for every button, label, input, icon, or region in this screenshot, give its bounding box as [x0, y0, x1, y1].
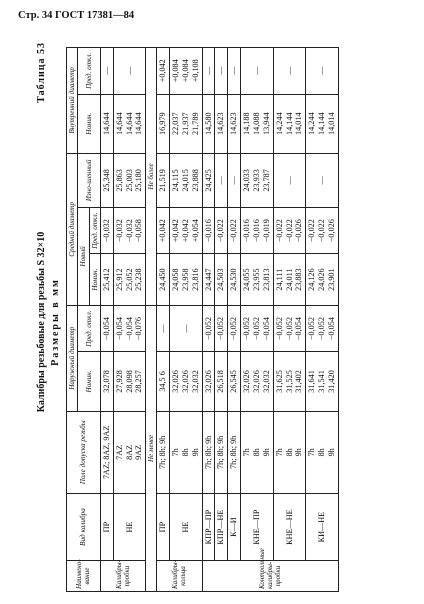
cell-mid-worn — [228, 153, 241, 207]
cell-inner-dev-line: — — [252, 66, 262, 75]
cell-mid-worn-line: 24,033 — [242, 169, 252, 192]
cell-mid-nom-line: 24,450 — [158, 268, 168, 291]
cell-mid-nom — [100, 254, 113, 306]
cell-inner-dev-line: +0,042 — [158, 59, 168, 83]
cell-outer-nom — [306, 352, 339, 411]
cell-inner-dev-line: +0,108 — [190, 59, 200, 83]
cell-mid-dev-line: −0,032 — [114, 219, 124, 243]
cell-outer-dev-line: −0,052 — [203, 317, 213, 341]
cell-outer-dev-line: −0,052 — [307, 317, 317, 341]
cell-outer-nom-line: 32,032 — [261, 370, 271, 393]
cell-mid-nom — [202, 254, 215, 306]
cell-mid-dev — [100, 207, 113, 253]
cell-outer-dev-line: −0,054 — [261, 317, 271, 341]
cell-mid-nom — [241, 254, 274, 306]
cell-mid-dev-line: +0,042 — [180, 219, 190, 243]
cell-mid-dev — [113, 207, 146, 253]
cell-mid-dev-line: −0,058 — [134, 219, 144, 243]
cell-mid-worn-line: 23,787 — [261, 169, 271, 192]
cell-inner-nom-line: 21,937 — [180, 112, 190, 135]
cell-inner-dev-line: — — [124, 66, 134, 75]
cell-outer-nom-line: 32,026 — [180, 370, 190, 393]
cell-outer-dev — [113, 305, 146, 351]
cell-kind — [100, 494, 113, 561]
cell-outer-nom-line: 31,641 — [307, 370, 317, 393]
cell-mid-nom-line: 24,503 — [216, 268, 226, 291]
cell-mid-nom-line: 23,883 — [294, 268, 304, 291]
cell-inner-nom-line: 14,188 — [242, 112, 252, 135]
cell-mid-worn-line: — — [216, 176, 226, 185]
cell-kind — [228, 494, 241, 561]
table-row — [100, 48, 113, 592]
col-header-outer-nom: Номин. — [78, 352, 101, 411]
cell-outer-nom-line: 31,541 — [317, 370, 327, 393]
cell-inner-nom-line: 14,623 — [216, 112, 226, 135]
cell-outer-dev-line: −0,054 — [294, 317, 304, 341]
cell-outer-nom-line: 27,928 — [114, 370, 124, 393]
notes-row — [146, 48, 157, 592]
table-row — [306, 48, 339, 592]
cell-kind — [273, 494, 306, 561]
cell-outer-dev — [241, 305, 274, 351]
cell-inner-dev — [273, 48, 306, 95]
cell-outer-dev — [228, 305, 241, 351]
cell-mid-nom-line: 25,412 — [101, 268, 111, 291]
cell-field-line: 8h — [252, 448, 262, 457]
col-header-field: Поле допуска резьбы — [67, 411, 101, 493]
cell-inner-nom-line: 14,644 — [101, 112, 111, 135]
cell-outer-dev — [215, 305, 228, 351]
cell-mid-dev-line: −0,022 — [274, 219, 284, 243]
cell-mid-nom-line: 24,026 — [317, 268, 327, 291]
cell-inner-nom-line: 22,037 — [171, 112, 181, 135]
cell-field-line: 7h; 8h; 9h — [203, 435, 213, 469]
table-row — [157, 48, 170, 592]
cell-mid-dev-line: −0,019 — [261, 219, 271, 243]
cell-inner-dev — [215, 48, 228, 95]
cell-mid-nom-line: 23,955 — [252, 268, 262, 291]
cell-kind — [306, 494, 339, 561]
cell-mid-worn-line: — — [317, 176, 327, 185]
cell-mid-nom-line: 24,447 — [203, 268, 213, 291]
cell-kind-line: ПР — [101, 521, 111, 533]
cell-mid-nom-line: 24,111 — [274, 268, 284, 291]
cell-field — [215, 411, 228, 493]
cell-outer-nom-line: 32,078 — [101, 370, 111, 393]
cell-mid-worn-line: 21,519 — [158, 169, 168, 192]
cell-field-line: 7h — [171, 448, 181, 457]
cell-mid-dev-line: +0,042 — [171, 219, 181, 243]
cell-inner-nom-line: 21,789 — [190, 112, 200, 135]
cell-inner-nom-line: 14,144 — [284, 112, 294, 135]
cell-outer-dev-line: −0,052 — [317, 317, 327, 341]
cell-inner-dev-line: — — [216, 66, 226, 75]
cell-inner-nom — [306, 94, 339, 153]
cell-inner-dev-line: — — [229, 66, 239, 75]
cell-outer-dev-line: −0,052 — [216, 317, 226, 341]
cell-mid-dev-line: −0,032 — [101, 219, 111, 243]
cell-mid-nom-line: 24,011 — [284, 268, 294, 291]
cell-outer-nom-line: 28,257 — [134, 370, 144, 393]
cell-outer-nom — [202, 352, 215, 411]
cell-inner-nom-line: 16,979 — [158, 112, 168, 135]
cell-inner-nom-line: 14,244 — [274, 112, 284, 135]
cell-outer-dev-line: −0,054 — [114, 317, 124, 341]
cell-mid-nom-line: 23,813 — [261, 268, 271, 291]
cell-outer-nom — [157, 352, 170, 411]
cell-outer-dev-line: −0,054 — [124, 317, 134, 341]
cell-inner-nom-line: 13,944 — [261, 112, 271, 135]
col-header-inner-dev: Пред. откл. — [78, 48, 101, 95]
col-header-name: Наимено-вание — [67, 561, 101, 592]
cell-mid-nom — [215, 254, 228, 306]
cell-inner-dev-line: — — [101, 66, 111, 75]
cell-mid-worn — [306, 153, 339, 207]
cell-inner-dev — [157, 48, 170, 95]
cell-mid-nom — [228, 254, 241, 306]
cell-inner-nom-line: 14,088 — [252, 112, 262, 135]
cell-kind-line: КНЕ—НЕ — [284, 509, 294, 545]
cell-field-line: 7h — [307, 448, 317, 457]
cell-outer-nom — [113, 352, 146, 411]
cell-outer-nom — [228, 352, 241, 411]
cell-mid-dev-line: +0,042 — [158, 219, 168, 243]
cell-field-line: 9h — [326, 448, 336, 457]
cell-inner-nom-line: 14,644 — [124, 112, 134, 135]
cell-mid-nom-line: 23,901 — [326, 268, 336, 291]
cell-inner-dev — [241, 48, 274, 95]
cell-inner-nom-line: 14,014 — [294, 112, 304, 135]
cell-mid-dev-line: −0,022 — [216, 219, 226, 243]
cell-inner-dev-line: +0,084 — [171, 59, 181, 83]
cell-field-line: 7h; 8h; 9h — [216, 435, 226, 469]
cell-mid-dev-line: −0,016 — [203, 219, 213, 243]
cell-mid-nom-line: 25,912 — [114, 268, 124, 291]
cell-inner-dev — [228, 48, 241, 95]
cell-mid-worn — [202, 153, 215, 207]
cell-mid-dev-line: −0,022 — [317, 219, 327, 243]
gauge-table — [66, 47, 339, 592]
cell-outer-dev-line: −0,054 — [326, 317, 336, 341]
cell-outer-nom — [170, 352, 203, 411]
table-row — [241, 48, 274, 592]
cell-mid-dev — [170, 207, 203, 253]
cell-inner-dev — [202, 48, 215, 95]
cell-inner-nom — [241, 94, 274, 153]
cell-outer-nom-line: 26,545 — [229, 370, 239, 393]
cell-outer-nom-line: 32,026 — [171, 370, 181, 393]
rotated-page-content — [36, 32, 416, 592]
cell-mid-dev — [273, 207, 306, 253]
cell-field — [100, 411, 113, 493]
cell-mid-nom — [170, 254, 203, 306]
cell-kind — [241, 494, 274, 561]
cell-mid-worn-line: 24,425 — [203, 169, 213, 192]
cell-outer-nom-line: 32,032 — [190, 370, 200, 393]
cell-inner-nom-line: 14,244 — [307, 112, 317, 135]
col-header-mid-worn: Изно-шенный — [78, 153, 101, 207]
cell-kind — [113, 494, 146, 561]
cell-outer-dev-line: — — [158, 324, 168, 333]
cell-mid-worn-line: 25,348 — [101, 169, 111, 192]
cell-field — [241, 411, 274, 493]
cell-mid-worn-line: 25,180 — [134, 169, 144, 192]
cell-mid-dev-line: −0,022 — [284, 219, 294, 243]
cell-mid-nom-line: 23,816 — [190, 268, 200, 291]
cell-inner-nom-line: 14,014 — [326, 112, 336, 135]
cell-inner-dev — [100, 48, 113, 95]
cell-inner-nom-line: 14,644 — [114, 112, 124, 135]
cell-mid-dev-line: −0,016 — [252, 219, 262, 243]
cell-outer-dev-line: −0,054 — [101, 317, 111, 341]
cell-field — [306, 411, 339, 493]
table-body — [100, 48, 338, 592]
cell-inner-nom — [100, 94, 113, 153]
cell-mid-worn-line: 25,863 — [114, 169, 124, 192]
cell-kind-line: КНЕ—ПР — [252, 509, 262, 545]
col-header-kind: Вид калибра — [67, 494, 101, 561]
cell-inner-nom-line: 14,144 — [317, 112, 327, 135]
cell-outer-dev — [306, 305, 339, 351]
cell-outer-nom-line: 31,525 — [284, 370, 294, 393]
cell-mid-worn-line: — — [284, 176, 294, 185]
cell-inner-dev-line: — — [317, 66, 327, 75]
cell-inner-nom — [228, 94, 241, 153]
cell-outer-nom-line: 28,098 — [124, 370, 134, 393]
table-row — [273, 48, 306, 592]
cell-mid-nom — [157, 254, 170, 306]
cell-outer-nom-line: 32,026 — [252, 370, 262, 393]
cell-outer-dev-line: −0,052 — [284, 317, 294, 341]
cell-mid-nom-line: 24,126 — [307, 268, 317, 291]
cell-mid-nom-line: 25,052 — [124, 268, 134, 291]
col-header-inner-nom: Номин. — [78, 94, 101, 153]
cell-inner-dev — [113, 48, 146, 95]
cell-outer-dev — [170, 305, 203, 351]
cell-outer-nom-line: 34,5 6 — [158, 371, 168, 392]
cell-field-line: 9h — [261, 448, 271, 457]
table-subtitle: Размеры в мм — [50, 278, 61, 366]
group-label: Калибры-кольца — [157, 561, 202, 592]
table-title: Калибры резьбовые для резьбы S 32×10 — [36, 231, 47, 413]
cell-mid-worn-line: 24,115 — [171, 169, 181, 192]
cell-field-line: 8AZ — [124, 444, 134, 460]
cell-field-line: 7h — [274, 448, 284, 457]
cell-mid-dev-line: −0,032 — [124, 219, 134, 243]
note-not-less: Не менее — [146, 305, 157, 591]
cell-outer-nom-line: 26,518 — [216, 370, 226, 393]
cell-kind-line: НЕ — [180, 521, 190, 533]
cell-mid-dev-line: −0,022 — [229, 219, 239, 243]
cell-mid-nom — [113, 254, 146, 306]
cell-mid-dev — [241, 207, 274, 253]
table-row — [202, 48, 215, 592]
cell-kind-line: НЕ — [124, 521, 134, 533]
table-row — [228, 48, 241, 592]
cell-mid-worn-line: 24,015 — [180, 169, 190, 192]
cell-field — [228, 411, 241, 493]
cell-field-line: 7AZ — [114, 444, 124, 460]
cell-kind — [157, 494, 170, 561]
col-header-mid-nom: Номин. — [89, 254, 100, 306]
cell-outer-nom — [215, 352, 228, 411]
group-label: Калибры-пробки — [100, 561, 145, 592]
cell-mid-nom-line: 25,238 — [134, 268, 144, 291]
cell-inner-nom-line: 14,580 — [203, 112, 213, 135]
cell-field-line: 9h — [294, 448, 304, 457]
cell-mid-dev — [306, 207, 339, 253]
cell-mid-nom — [306, 254, 339, 306]
cell-outer-dev — [273, 305, 306, 351]
cell-field-line: 8h — [284, 448, 294, 457]
cell-mid-dev-line: −0,016 — [242, 219, 252, 243]
cell-outer-nom — [100, 352, 113, 411]
col-header-outer: Наружный диаметр — [67, 305, 78, 411]
cell-field-line: 7h; 8h; 9h — [158, 435, 168, 469]
cell-mid-worn — [170, 153, 203, 207]
cell-mid-worn — [100, 153, 113, 207]
cell-outer-nom — [273, 352, 306, 411]
col-header-mid: Средний диаметр — [67, 153, 78, 305]
cell-kind-line: КИ—НЕ — [317, 511, 327, 543]
cell-field — [170, 411, 203, 493]
cell-inner-dev — [306, 48, 339, 95]
note-not-more: Не более — [146, 48, 157, 306]
cell-outer-dev — [202, 305, 215, 351]
cell-mid-worn — [273, 153, 306, 207]
cell-outer-dev-line: −0,052 — [274, 317, 284, 341]
cell-field-line: 9AZ — [134, 444, 144, 460]
cell-field-line: 9h — [190, 448, 200, 457]
cell-mid-dev — [228, 207, 241, 253]
cell-kind-line: К—И — [229, 517, 239, 537]
cell-inner-dev-line: +0,084 — [180, 59, 190, 83]
cell-field-line: 8h — [317, 448, 327, 457]
cell-mid-worn-line: — — [229, 176, 239, 185]
cell-outer-nom — [241, 352, 274, 411]
group-label: Контрольные калибры-пробки — [202, 561, 338, 592]
cell-mid-nom — [273, 254, 306, 306]
cell-mid-dev-line: −0,026 — [294, 219, 304, 243]
cell-mid-dev-line: +0,054 — [190, 219, 200, 243]
cell-outer-dev-line: −0,076 — [134, 317, 144, 341]
cell-field — [113, 411, 146, 493]
cell-mid-dev — [157, 207, 170, 253]
cell-inner-nom — [113, 94, 146, 153]
cell-field-line: 7AZ; 8AZ, 9AZ — [101, 425, 111, 480]
cell-inner-dev-line: — — [203, 66, 213, 75]
cell-outer-nom-line: 32,026 — [242, 370, 252, 393]
cell-field-line: 7h; 8h; 9h — [229, 435, 239, 469]
cell-inner-dev-line: — — [284, 66, 294, 75]
table-row — [170, 48, 203, 592]
cell-mid-worn-line: 23,933 — [252, 169, 262, 192]
cell-inner-nom — [157, 94, 170, 153]
cell-inner-dev — [170, 48, 203, 95]
col-header-outer-dev: Пред. откл. — [78, 305, 101, 351]
cell-mid-dev-line: −0,022 — [307, 219, 317, 243]
cell-outer-dev — [100, 305, 113, 351]
cell-kind-line: ПР — [158, 521, 168, 533]
col-header-mid-new: Новый — [78, 207, 89, 305]
cell-inner-nom — [202, 94, 215, 153]
cell-inner-nom — [215, 94, 228, 153]
cell-mid-worn — [157, 153, 170, 207]
cell-mid-dev-line: −0,026 — [326, 219, 336, 243]
cell-inner-nom-line: 14,623 — [229, 112, 239, 135]
cell-field-line: 7h — [242, 448, 252, 457]
cell-outer-nom-line: 31,625 — [274, 370, 284, 393]
cell-mid-nom-line: 24,055 — [242, 268, 252, 291]
cell-inner-nom-line: 14,644 — [134, 112, 144, 135]
col-header-mid-dev: Пред. откл. — [89, 207, 100, 253]
cell-kind-line: КПР—НЕ — [216, 509, 226, 545]
cell-mid-worn-line: 25,003 — [124, 169, 134, 192]
page-header: Стр. 34 ГОСТ 17381—84 — [18, 10, 135, 21]
cell-outer-dev-line: −0,052 — [242, 317, 252, 341]
cell-outer-dev-line: −0,052 — [252, 317, 262, 341]
cell-outer-nom-line: 31,402 — [294, 370, 304, 393]
cell-mid-nom-line: 24,058 — [171, 268, 181, 291]
cell-outer-dev — [157, 305, 170, 351]
cell-mid-nom-line: 23,958 — [180, 268, 190, 291]
cell-outer-nom-line: 31,420 — [326, 370, 336, 393]
cell-mid-worn — [241, 153, 274, 207]
cell-mid-worn — [113, 153, 146, 207]
cell-outer-dev-line: — — [180, 324, 190, 333]
cell-inner-nom — [170, 94, 203, 153]
table-row — [215, 48, 228, 592]
cell-mid-dev — [215, 207, 228, 253]
cell-kind-line: КПР—ПР — [203, 509, 213, 545]
cell-kind — [215, 494, 228, 561]
cell-field — [202, 411, 215, 493]
cell-outer-dev-line: −0,052 — [229, 317, 239, 341]
cell-mid-worn — [215, 153, 228, 207]
cell-outer-nom-line: 32,026 — [203, 370, 213, 393]
cell-field — [273, 411, 306, 493]
cell-field-line: 8h — [180, 448, 190, 457]
cell-field — [157, 411, 170, 493]
cell-kind — [170, 494, 203, 561]
cell-kind — [202, 494, 215, 561]
cell-mid-nom-line: 24,530 — [229, 268, 239, 291]
table-row — [113, 48, 146, 592]
cell-mid-dev — [202, 207, 215, 253]
col-header-inner: Внутренний диаметр — [67, 48, 78, 154]
cell-mid-worn-line: 23,888 — [190, 169, 200, 192]
cell-inner-nom — [273, 94, 306, 153]
table-number: Таблица 53 — [36, 42, 47, 103]
